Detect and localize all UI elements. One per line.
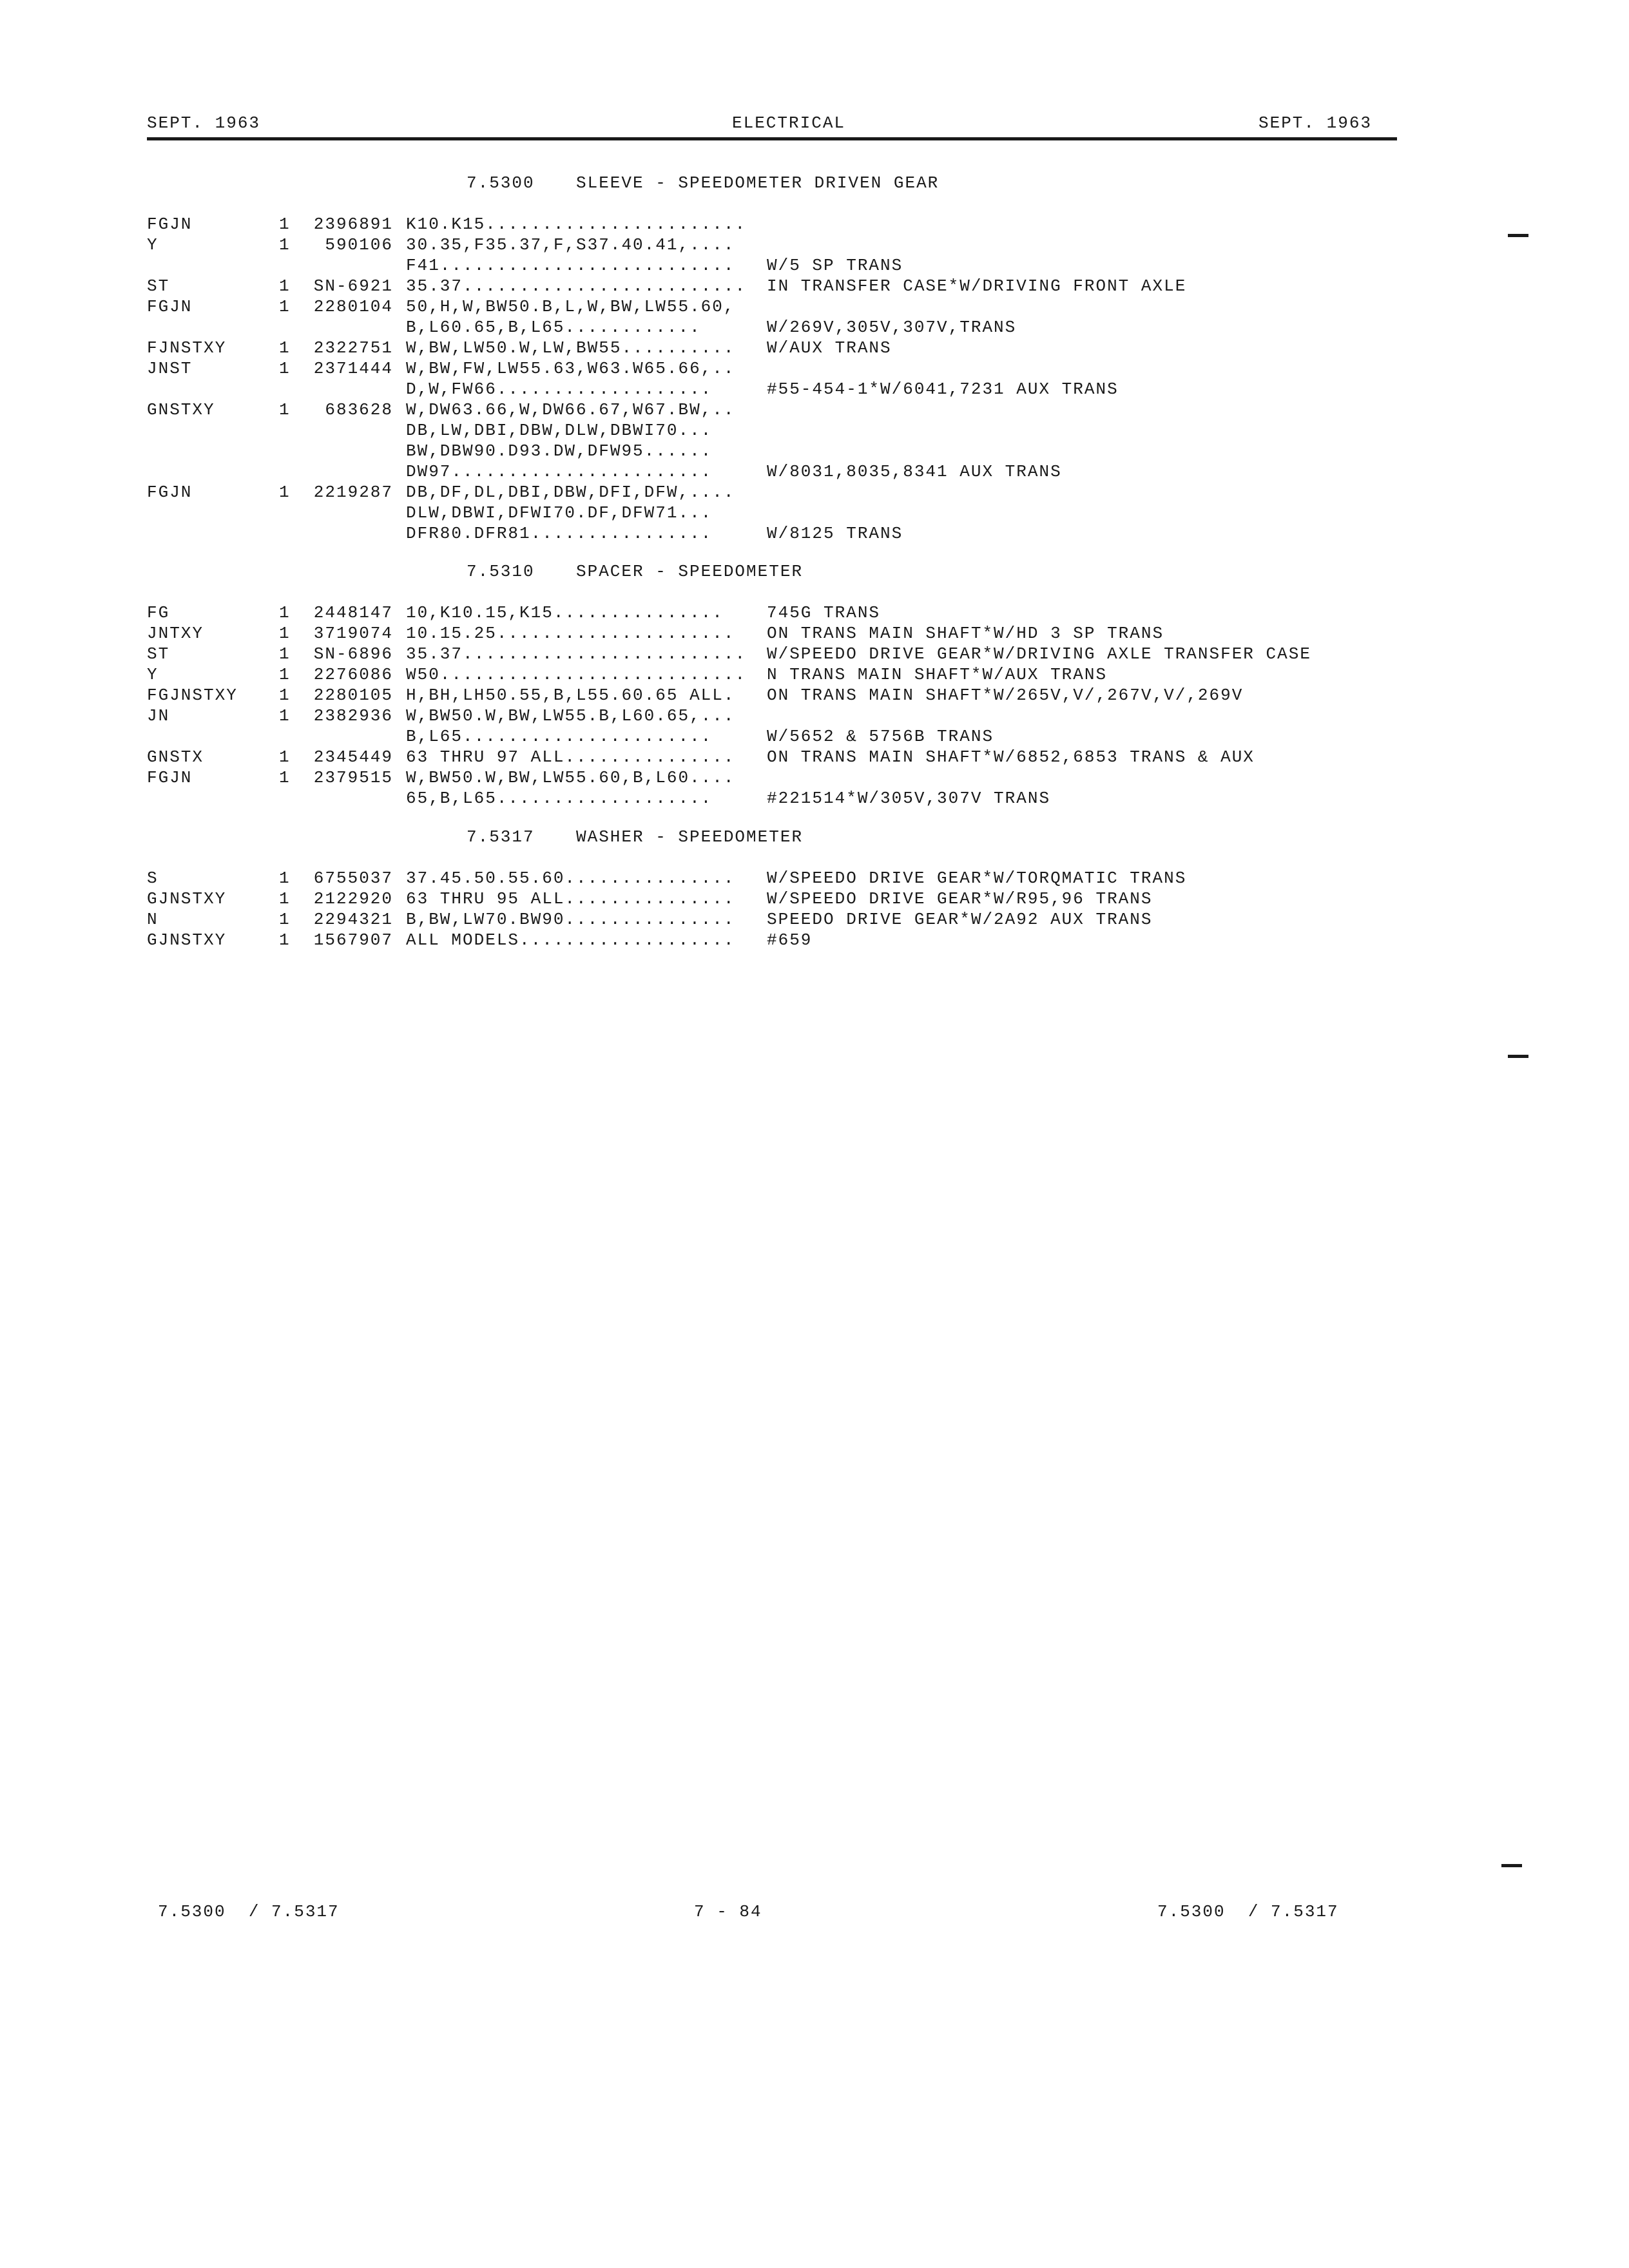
quantity-cell: 1 [279,297,291,316]
table-row-continuation [0,441,1629,461]
part-number-cell: 590106 [325,235,393,255]
application-cell: 63 THRU 95 ALL............... [406,889,735,908]
application-cell: W,BW,LW50.W,LW,BW55.......... [406,338,735,358]
application-cell: W,BW50.W,BW,LW55.60,B,L60.... [406,768,735,787]
application-cell: DB,DF,DL,DBI,DBW,DFI,DFW,.... [406,483,735,502]
models-cell: FGJN [147,297,193,316]
table-row [0,358,1629,379]
part-number-cell: 3719074 [313,624,393,643]
models-cell: GNSTXY [147,400,215,419]
header-date-right: SEPT. 1963 [1258,113,1373,133]
quantity-cell: 1 [279,889,291,908]
part-number-cell: 2371444 [313,359,393,378]
application-cell: W50........................... [406,665,747,684]
quantity-cell: 1 [279,869,291,888]
table-row [0,338,1629,358]
remark-cell: #221514*W/305V,307V TRANS [767,789,1051,808]
quantity-cell: 1 [279,644,291,664]
models-cell: Y [147,665,159,684]
footer-range-right: 7.5300 / 7.5317 [1157,1902,1339,1921]
table-row [0,664,1629,685]
table-row-continuation [0,317,1629,338]
table-row-continuation [0,523,1629,544]
table-row [0,623,1629,644]
part-number-cell: 2345449 [313,747,393,767]
section-heading [467,827,803,847]
models-cell: FGJN [147,483,193,502]
footer-page-number: 7 - 84 [694,1902,762,1921]
application-cell: 35.37......................... [406,644,747,664]
header-date-left: SEPT. 1963 [147,113,261,133]
application-cell: DB,LW,DBI,DBW,DLW,DBWI70... [406,421,713,440]
table-row [0,296,1629,317]
part-number-cell: 2396891 [313,215,393,234]
quantity-cell: 1 [279,768,291,787]
application-cell: DLW,DBWI,DFWI70.DF,DFW71... [406,503,713,523]
models-cell: JN [147,706,170,726]
models-cell: N [147,910,159,929]
application-cell: W,BW,FW,LW55.63,W63.W65.66,.. [406,359,735,378]
application-cell: W,DW63.66,W,DW66.67,W67.BW,.. [406,400,735,419]
remark-cell: W/5652 & 5756B TRANS [767,727,994,746]
header-rule [147,137,1397,140]
application-cell: B,L60.65,B,L65............ [406,318,701,337]
table-row-continuation [0,420,1629,441]
application-cell: DW97....................... [406,462,713,481]
quantity-cell: 1 [279,215,291,234]
table-row [0,214,1629,235]
quantity-cell: 1 [279,483,291,502]
remark-cell: ON TRANS MAIN SHAFT*W/265V,V/,267V,V/,269V [767,686,1244,705]
part-number-cell: 2280104 [313,297,393,316]
remark-cell: W/269V,305V,307V,TRANS [767,318,1017,337]
models-cell: FGJNSTXY [147,686,238,705]
models-cell: GJNSTXY [147,889,227,908]
quantity-cell: 1 [279,276,291,296]
part-number-cell: 2322751 [313,338,393,358]
part-number-cell: 2379515 [313,768,393,787]
part-number-cell: 2276086 [313,665,393,684]
table-row [0,644,1629,664]
remark-cell: W/SPEEDO DRIVE GEAR*W/DRIVING AXLE TRANSFER CASE [767,644,1311,664]
remark-cell: W/SPEEDO DRIVE GEAR*W/R95,96 TRANS [767,889,1153,908]
section-title: WASHER - SPEEDOMETER [576,827,804,847]
quantity-cell: 1 [279,686,291,705]
application-cell: 10,K10.15,K15............... [406,603,724,622]
section-heading [467,561,803,582]
models-cell: ST [147,276,170,296]
application-cell: BW,DBW90.D93.DW,DFW95...... [406,441,713,461]
table-row [0,685,1629,706]
remark-cell: ON TRANS MAIN SHAFT*W/HD 3 SP TRANS [767,624,1164,643]
section-title: SPACER - SPEEDOMETER [576,562,804,581]
models-cell: FG [147,603,170,622]
part-number-cell: 6755037 [313,869,393,888]
models-cell: GNSTX [147,747,204,767]
table-row-continuation [0,461,1629,482]
table-row [0,706,1629,726]
part-number-cell: 2219287 [313,483,393,502]
application-cell: DFR80.DFR81................ [406,524,713,543]
margin-mark [1508,234,1528,237]
table-row [0,399,1629,420]
table-row [0,747,1629,767]
part-number-cell: 2448147 [313,603,393,622]
section-number: 7.5317 [467,827,535,847]
remark-cell: W/SPEEDO DRIVE GEAR*W/TORQMATIC TRANS [767,869,1187,888]
models-cell: Y [147,235,159,255]
table-row-continuation [0,788,1629,809]
table-row-continuation [0,255,1629,276]
remark-cell: #55-454-1*W/6041,7231 AUX TRANS [767,380,1119,399]
models-cell: FGJN [147,768,193,787]
remark-cell: #659 [767,930,813,950]
application-cell: 63 THRU 97 ALL............... [406,747,735,767]
application-cell: W,BW50.W,BW,LW55.B,L60.65,... [406,706,735,726]
models-cell: FJNSTXY [147,338,227,358]
quantity-cell: 1 [279,747,291,767]
table-row-continuation [0,503,1629,523]
application-cell: 65,B,L65................... [406,789,713,808]
models-cell: S [147,869,159,888]
table-row [0,909,1629,930]
quantity-cell: 1 [279,338,291,358]
quantity-cell: 1 [279,910,291,929]
part-number-cell: SN-6896 [313,644,393,664]
table-row [0,482,1629,503]
quantity-cell: 1 [279,400,291,419]
section-number: 7.5300 [467,173,535,193]
part-number-cell: 2294321 [313,910,393,929]
quantity-cell: 1 [279,665,291,684]
remark-cell: 745G TRANS [767,603,881,622]
models-cell: GJNSTXY [147,930,227,950]
models-cell: ST [147,644,170,664]
remark-cell: W/5 SP TRANS [767,256,903,275]
application-cell: F41.......................... [406,256,735,275]
quantity-cell: 1 [279,359,291,378]
application-cell: B,L65...................... [406,727,713,746]
application-cell: ALL MODELS................... [406,930,735,950]
application-cell: 50,H,W,BW50.B,L,W,BW,LW55.60, [406,297,735,316]
part-number-cell: 2382936 [313,706,393,726]
section-heading [467,173,939,193]
margin-mark [1501,1864,1522,1867]
footer-range-left: 7.5300 / 7.5317 [158,1902,340,1921]
application-cell: H,BH,LH50.55,B,L55.60.65 ALL. [406,686,735,705]
table-row [0,868,1629,889]
section-title: SLEEVE - SPEEDOMETER DRIVEN GEAR [576,173,940,193]
part-number-cell: 2122920 [313,889,393,908]
margin-mark [1508,1055,1528,1058]
application-cell: 30.35,F35.37,F,S37.40.41,.... [406,235,735,255]
part-number-cell: SN-6921 [313,276,393,296]
header-section-title: ELECTRICAL [732,113,846,133]
quantity-cell: 1 [279,706,291,726]
application-cell: K10.K15....................... [406,215,747,234]
quantity-cell: 1 [279,930,291,950]
application-cell: D,W,FW66................... [406,380,713,399]
remark-cell: SPEEDO DRIVE GEAR*W/2A92 AUX TRANS [767,910,1153,929]
table-row [0,930,1629,950]
part-number-cell: 2280105 [313,686,393,705]
table-row-continuation [0,379,1629,399]
remark-cell: IN TRANSFER CASE*W/DRIVING FRONT AXLE [767,276,1187,296]
models-cell: FGJN [147,215,193,234]
section-number: 7.5310 [467,562,535,581]
table-row-continuation [0,726,1629,747]
table-row [0,889,1629,909]
application-cell: 37.45.50.55.60............... [406,869,735,888]
table-row [0,767,1629,788]
part-number-cell: 683628 [325,400,393,419]
table-row [0,602,1629,623]
quantity-cell: 1 [279,624,291,643]
quantity-cell: 1 [279,235,291,255]
remark-cell: W/8125 TRANS [767,524,903,543]
application-cell: 35.37......................... [406,276,747,296]
application-cell: B,BW,LW70.BW90............... [406,910,735,929]
models-cell: JNST [147,359,193,378]
remark-cell: N TRANS MAIN SHAFT*W/AUX TRANS [767,665,1108,684]
table-row [0,276,1629,296]
models-cell: JNTXY [147,624,204,643]
remark-cell: W/AUX TRANS [767,338,892,358]
remark-cell: ON TRANS MAIN SHAFT*W/6852,6853 TRANS & AUX [767,747,1255,767]
quantity-cell: 1 [279,603,291,622]
application-cell: 10.15.25..................... [406,624,735,643]
table-row [0,235,1629,255]
remark-cell: W/8031,8035,8341 AUX TRANS [767,462,1062,481]
part-number-cell: 1567907 [313,930,393,950]
